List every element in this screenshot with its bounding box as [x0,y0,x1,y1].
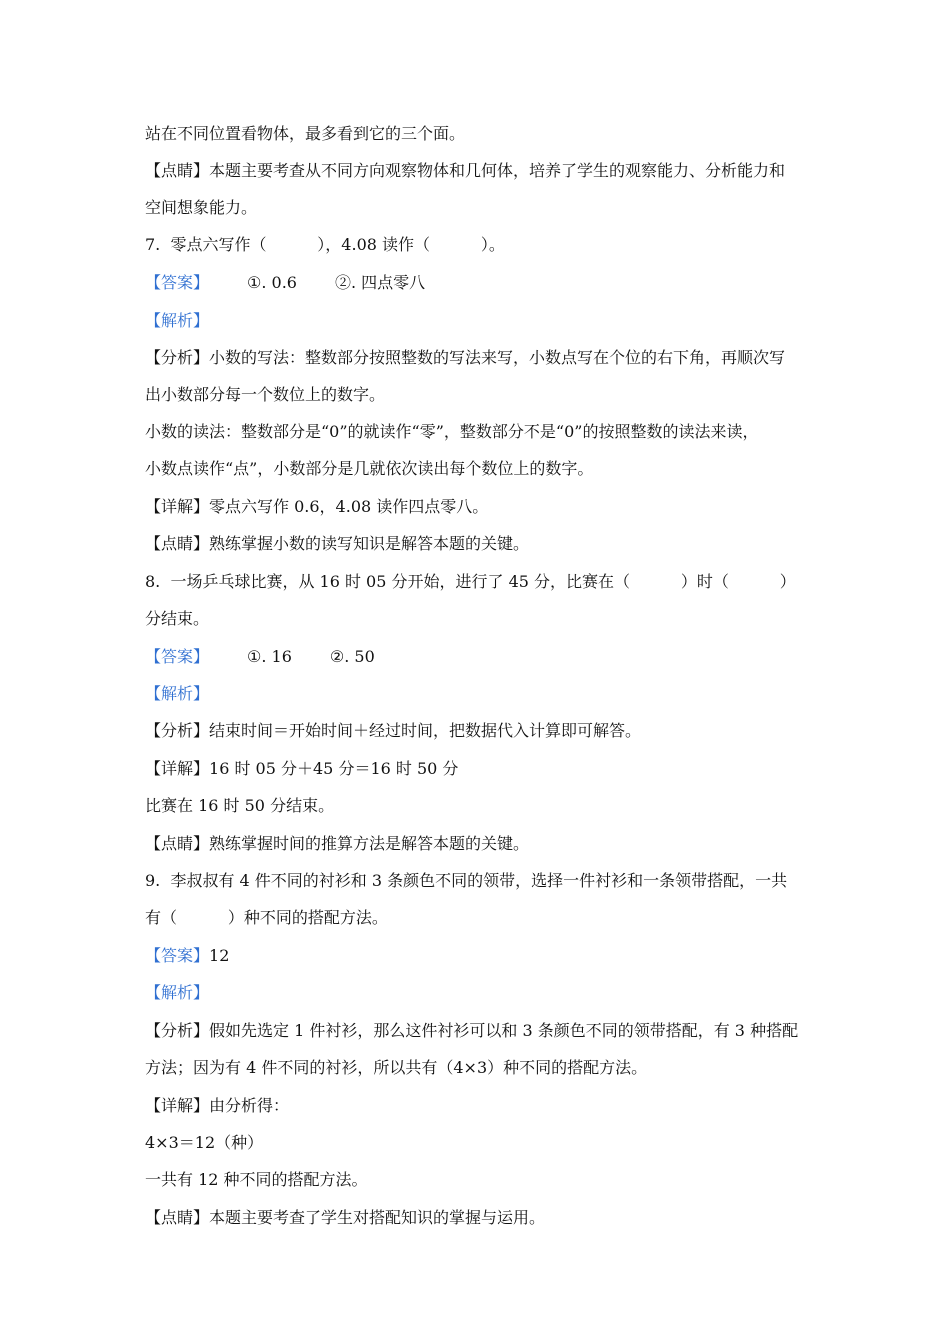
answer-9 [145,945,825,967]
text-line [145,197,825,219]
text-line [145,458,825,480]
answer-value: ②. 50 [329,647,375,666]
text-line [145,1132,825,1154]
text: 比赛在 16 时 50 分结束。 [145,796,335,815]
text: 8. 一场乒乓球比赛，从 16 时 05 分开始，进行了 45 分，比赛在（ ）时（ ） [145,572,796,591]
question-9 [145,870,825,892]
label-dianjing: 【点睛】 [145,1208,210,1227]
text-line [145,160,825,182]
text: 有（ ）种不同的搭配方法。 [145,908,388,927]
text-line [145,1057,825,1079]
text-line [145,347,825,369]
text: 4×3＝12（种） [145,1133,264,1152]
text: 【解析】 [145,684,210,703]
text: 小数的读法：整数部分是“0”的就读作“零”，整数部分不是“0”的按照整数的读法来读， [145,422,759,441]
text-line [145,496,825,518]
text-line [145,1169,825,1191]
text: 结束时间＝开始时间＋经过时间，把数据代入计算即可解答。 [209,721,642,740]
label-jiexi [145,982,825,1004]
label-jiexi [145,310,825,332]
label-dianjing: 【点睛】 [145,534,210,553]
label-dianjing: 【点睛】 [145,834,210,853]
text-line [145,533,825,555]
text: 分结束。 [145,609,210,628]
answer-7 [145,272,825,294]
text-line [145,1020,825,1042]
text-line [145,833,825,855]
text-line [145,1095,825,1117]
text-line [145,608,825,630]
text: 方法；因为有 4 件不同的衬衫，所以共有（4×3）种不同的搭配方法。 [145,1058,648,1077]
text: 本题主要考查从不同方向观察物体和几何体，培养了学生的观察能力、分析能力和 [209,161,786,180]
text: 小数点读作“点”，小数部分是几就依次读出每个数位上的数字。 [145,459,594,478]
text: 出小数部分每一个数位上的数字。 [145,385,386,404]
label-fenxi: 【分析】 [145,348,210,367]
text: 假如先选定 1 件衬衫，那么这件衬衫可以和 3 条颜色不同的领带搭配，有 3 种搭配 [209,1021,799,1040]
text-line [145,384,825,406]
text: 7. 零点六写作（ ），4.08 读作（ ）。 [145,235,505,254]
text: 熟练掌握时间的推算方法是解答本题的关键。 [209,834,530,853]
text-line [145,795,825,817]
label-dianjing: 【点睛】 [145,161,210,180]
label-xiangjie: 【详解】 [145,759,210,778]
text: 熟练掌握小数的读写知识是解答本题的关键。 [209,534,530,553]
label-answer: 【答案】 [145,647,210,666]
text: 【解析】 [145,311,210,330]
text: 站在不同位置看物体，最多看到它的三个面。 [145,124,466,143]
label-answer: 【答案】 [145,273,210,292]
label-xiangjie: 【详解】 [145,497,210,516]
text: 空间想象能力。 [145,198,258,217]
text-line [145,123,825,145]
text: 16 时 05 分＋45 分＝16 时 50 分 [209,759,459,778]
answer-8 [145,646,825,668]
text: 由分析得： [209,1096,290,1115]
text: 【解析】 [145,983,210,1002]
text-line [145,758,825,780]
text: 本题主要考查了学生对搭配知识的掌握与运用。 [209,1208,546,1227]
answer-value: 12 [209,946,230,965]
question-8 [145,571,825,593]
answer-value: ②. 四点零八 [334,273,426,292]
text: 9. 李叔叔有 4 件不同的衬衫和 3 条颜色不同的领带，选择一件衬衫和一条领带搭配，一共 [145,871,788,890]
text: 小数的写法：整数部分按照整数的写法来写，小数点写在个位的右下角，再顺次写 [209,348,786,367]
label-fenxi: 【分析】 [145,1021,210,1040]
answer-value: ①. 16 [247,647,292,666]
answer-value: ①. 0.6 [247,273,297,292]
question-7 [145,234,825,256]
text-line [145,720,825,742]
text: 一共有 12 种不同的搭配方法。 [145,1170,368,1189]
text-line [145,421,825,443]
text: 零点六写作 0.6，4.08 读作四点零八。 [209,497,489,516]
label-jiexi [145,683,825,705]
label-xiangjie: 【详解】 [145,1096,210,1115]
label-fenxi: 【分析】 [145,721,210,740]
text-line [145,1207,825,1229]
text-line [145,907,825,929]
label-answer: 【答案】 [145,946,210,965]
